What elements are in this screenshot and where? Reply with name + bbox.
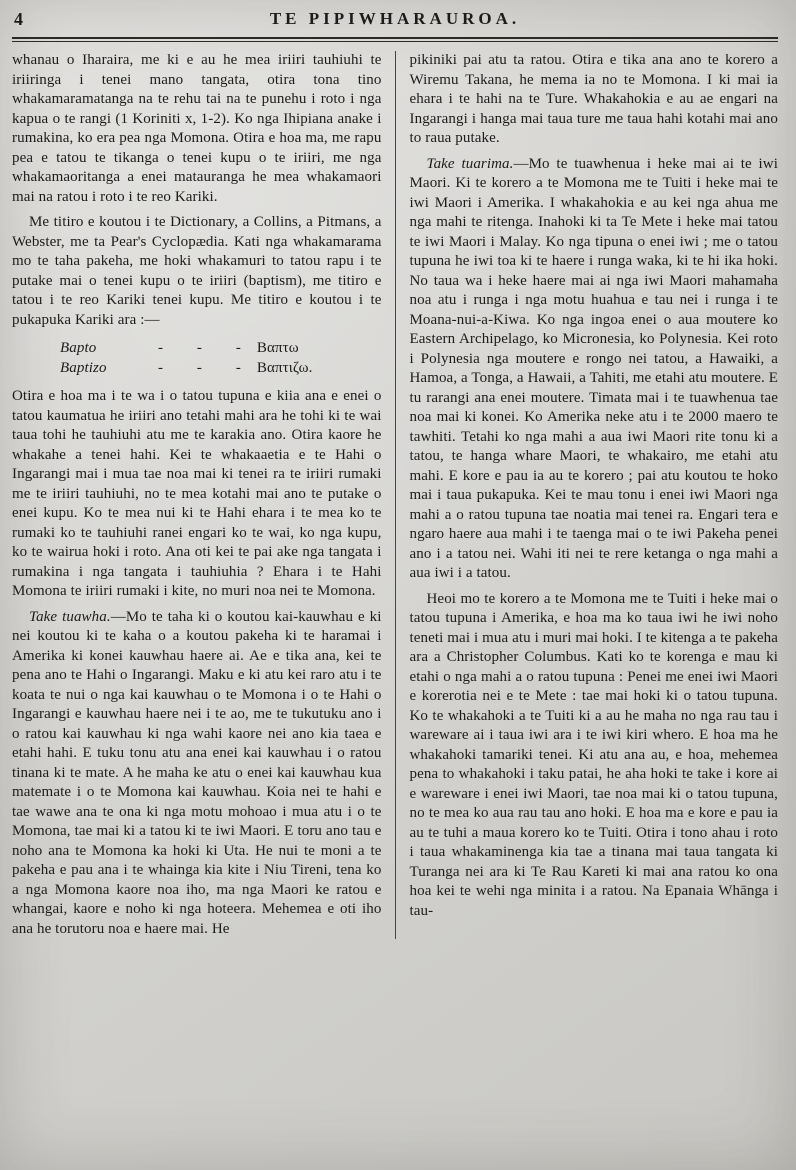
- greek-table-row: [60, 359, 333, 379]
- header-rule-thick: [12, 37, 778, 39]
- page-number: 4: [14, 9, 23, 29]
- paragraph-take-tuawha: [12, 608, 382, 940]
- paragraph: Me titiro e koutou i te Dictionary, a Collins, a Pitmans, a Webster, me ta Pear's Cyclopædia. Kati nga whakamarama mo te taha pakeha, me hoki whakamuri to tatou rapu i te putake mai o tenei kupu o te iriiri (baptism), me titiro e tatou i te reo Kariki tenei kupu. Me titiro e koutou i te pukapuka Kariki ara :—: [12, 214, 382, 328]
- page-title: TE PIPIWHARAUROA.: [269, 9, 521, 28]
- greek-table-row: [60, 339, 333, 359]
- header-rule-thin: [12, 41, 778, 42]
- paragraph-body: —Mo te taha ki o koutou kai-kauwhau e ki nei koutou ki te kaha o a koutou pakeha ki te haramai i Amerika ki konei kauwhau haere ai. Ae e tika ana, kei te pena ano te Hahi o Ingarangi. Maku e ki atu kei raro atu i te koata te nui o nga kai kauwhau o te Momona i o te Hahi o Ingarangi e kauwhau haere nei i te ao, me te tukutuku ano i o ratou kai kauwhau ki nga wahi kaore nei ano kia taea e etahi hahi. E tuku tonu atu ana enei kai kauwhau i o ratou tinana ki te mate. A he maha ke atu o enei kai kauwhau kua matemate i o te Momona kai kauwhau. Koia nei te hahi e tae wawe ana te ona ki nga motu mohoao i mua atu i o te Momona, tae mai ki a tatou ki te iwi Maori. E toru ano tau e noho ana te Momona ka hoki ki Uta. He nui te moni a te pakeha e pau ana i te whainga kia kite i Niu Tireni, tena ko a nga Momona kaore noa iho, ma nga Maori ke ratou e whangai, kaore e noho ki nga hoteera. Mehemea e oti iho ana he torutoru noa e haere mai. He: [12, 608, 382, 937]
- left-column: [12, 51, 395, 939]
- paragraph-body: —Mo te tuawhenua i heke mai ai te iwi Maori. Ki te korero a te Momona me te Tuiti i heke mai te iwi Maori i Amerika. I whakahokia e au kei nga ahua me nga mahi te ritenga. Inahoki ki ta Te Mete i heke mai tatou te iwi Maori i Malay. Ko nga tipuna o enei iwi ; me o tatou tupuna he iwi toa ki te haere i runga waka, ki te hi ika hoki. No taua wa i heke haere mai ai nga iwi Maori mahamaha noa atu i runga i nga motu huahua e tau nei i runga i te Moana-nui-a-Kiwa. Ko nga ingoa enei o aua moutere ko Eastern Archipelago, ko Micronesia, ko Polynesia. Kei roto i Polynesia nga moutere e rongo nei tatou, a Hawaiki, a Hamoa, a Tonga, a Hawaii, a Tahiti, me etahi atu moutere. E tu rarangi ana enei moutere. Timata mai i te tuawhenua tae noa mai ki konei. Ko Amerika neke atu i te 2000 maero te tawhiti. Tetahi ko nga mahi a aua iwi Maori rite tonu ki a tatou, te hanga whare Maori, te whakairo, me etahi atu mahi. E kore e pau ia au te korero ; pai atu koutou te hoko mai i taua pukapuka. Kei te mau tonu i enei iwi Maori nga mahi a o ratou tupuna tae noatia mai tenei ra. Engari tera e ngaro haere aua mahi i te taenga mai o te iwi Pakeha penei ano i a tatou nei. Wahi iti nei te rere ketanga o nga mahi a aua iwi i a tatou.: [409, 155, 778, 581]
- page-header: [12, 4, 778, 34]
- paragraph-lead: Take tuarima.: [426, 155, 514, 172]
- paragraph-continuation: pikiniki pai atu ta ratou. Otira e tika ana ano te korero a Wiremu Takana, he mema ia no te Momona. I ki mai ia ehara i te hahi na te Ture. Whakahokia e au ae engari na Ingarangi i hanga mai taua ture me taua hahi kotahi mai ano to raua putake.: [409, 52, 778, 146]
- paragraph: Heoi mo te korero a te Momona me te Tuiti i heke mai o tatou tupuna i Amerika, e hoa ma ko taua iwi he iwi noho teneti mai i mua atu i muri mai hoki. I te kitenga a te pakeha ara a Christopher Columbus. Kati ko te korenga e mau ki etahi o nga mahi a o ratou tupuna : Penei me enei iwi Maori e korerotia nei e te Mete : tae mai hoki ki o tatou tupuna. Ko te whakahoki a te Tuiti ki a au he maha no nga rau tau i wareware ai i taua iwi ara i te iwi kiri whero. E hoa ma he whakahoki tamariki tenei. Ki atu ana au, e hoa, mehemea pena to whakahoki i taku patai, he aha hoki te take i kore ai e wareware i enei iwi Maori, tae noa mai ki o tatou tupuna, no te mea ko aua rau tau ano hoki. E hoa ma e kore e pau ia au te tuhi a maua korero ko te Tuiti. Otira i tono ahau i roto i taua whakaminenga kia tae a tinana mai taua tangata ki Turanga nei ara ki Te Rau Kareti ki mai ana ratou ko ona hoa kei te wehi nga minita i a ratou. Na Epanaia Whānga i tau-: [409, 590, 778, 919]
- greek-word: Βαπτω: [256, 340, 299, 356]
- paragraph-take-tuarima: [410, 155, 779, 584]
- paragraph-lead: Take tuawha.: [29, 608, 111, 625]
- leader-dashes: - - -: [157, 359, 241, 376]
- latin-word: Baptizo: [60, 359, 107, 376]
- text-columns: [12, 51, 778, 939]
- latin-word: Bapto: [60, 340, 97, 356]
- paragraph-continuation: whanau o Iharaira, me ki e au he mea iriiri tauhiuhi te iriiringa i tenei mano tangata, otira tona tino whakamaramatanga na te rehu tai na te punehu i roto i nga kapua o te rangi (1 Koriniti x, 1-2). Ko nga Ihipiana anake i rumakina, ko era pea nga Momona. Otira e hoa ma, me rapu pea e tatou te tikanga o tenei kupu o te iriiri, me nga whakamaoritanga a enei matauranga he mea whakamaori mai na ratou i roto i te reo Kariki.: [12, 52, 382, 205]
- paragraph: Otira e hoa ma i te wa i o tatou tupuna e kiia ana e enei o tatou kaumatua he iriiri ano tetahi mahi ara he tohi ki te wai taua tohi he tauhiuhi atu me te karakia ano. Otira kaore he whakahe a tenei hahi. Kei te whakaaetia e te Hahi o Ingarangi mai i mua tae noa mai ki tenei ra te iriiri rumaki me te iriiri tauhiuhi, no te mea kotahi mai ano te putake o enei kupu. Ko te mea nui ki te Hahi ehara i te mea ko te rumaki ko te tauhiuhi ranei engari ko te wai, ko nga kupu, ko te wairua hoki i roto. Ana oti kei te pai ake nga tangata i rumakina i nga tangata i tauhiuhia ? Ehara i te Hahi Momona te iriiri rumaki i kite, no muri noa nei te Momona.: [12, 388, 382, 599]
- right-column: [396, 51, 779, 939]
- greek-word-table: [60, 339, 333, 378]
- leader-dashes: - - -: [157, 340, 241, 356]
- greek-word: Βαπτιζω.: [256, 359, 313, 376]
